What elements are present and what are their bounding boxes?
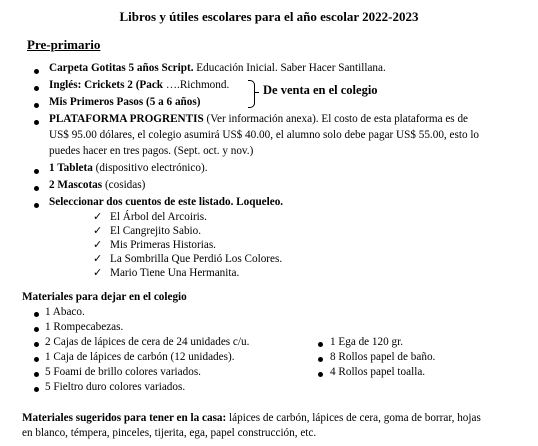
sugeridos-line2: en blanco, témpera, pinceles, tijerita, ega, papel construcción, etc. [22, 427, 317, 439]
bullet [34, 186, 39, 191]
bullet [34, 327, 39, 332]
list-item-ingles: Inglés: Crickets 2 (Pack ….Richmond. [49, 79, 230, 91]
cuento-item: La Sombrilla Que Perdió Los Colores. [110, 253, 283, 265]
brace [248, 80, 255, 108]
list-item-plataforma-line2: US$ 95.00 dólares, el colegio asumirá US$ 40.00, el alumno solo debe pagar US$ 55.00, esto lo [49, 129, 480, 141]
check-icon: ✓ [93, 266, 103, 279]
list-item-mis-primeros-pasos: Mis Primeros Pasos (5 a 6 años) [49, 96, 201, 108]
material-item: 1 Caja de lápices de carbón (12 unidades). [45, 351, 235, 363]
material-item: 8 Rollos papel de baño. [330, 351, 436, 363]
check-icon: ✓ [93, 252, 103, 265]
material-item: 2 Cajas de lápices de cera de 24 unidades c/u. [45, 336, 250, 348]
bullet [318, 372, 323, 377]
bullet [34, 312, 39, 317]
check-icon: ✓ [93, 210, 103, 223]
bullet [318, 357, 323, 362]
brace-note: De venta en el colegio [263, 83, 378, 97]
materiales-heading: Materiales para dejar en el colegio [22, 291, 187, 303]
bullet [34, 387, 39, 392]
material-item: 1 Ega de 120 gr. [330, 336, 404, 348]
list-item-mascotas: 2 Mascotas (cosidas) [49, 179, 146, 191]
cuento-item: El Árbol del Arcoiris. [110, 211, 207, 223]
material-item: 4 Rollos papel toalla. [330, 366, 426, 378]
material-item: 5 Foami de brillo colores variados. [45, 366, 201, 378]
bullet [34, 103, 39, 108]
list-item-plataforma-line3: puedes hacer en tres pagos. (Sept. oct. y nov.) [49, 145, 254, 157]
page-title: Libros y útiles escolares para el año escolar 2022-2023 [119, 9, 419, 24]
bullet [34, 357, 39, 362]
bullet [34, 203, 39, 208]
bullet [34, 372, 39, 377]
cuento-item: Mis Primeras Historias. [110, 239, 216, 251]
list-item-seleccionar: Seleccionar dos cuentos de este listado. Loqueleo. [49, 196, 284, 208]
section-heading: Pre-primario [27, 37, 101, 52]
check-icon: ✓ [93, 238, 103, 251]
bullet [34, 86, 39, 91]
bullet [34, 69, 39, 74]
bullet [34, 120, 39, 125]
cuento-item: Mario Tiene Una Hermanita. [110, 267, 240, 279]
bullet [34, 342, 39, 347]
bullet [34, 169, 39, 174]
material-item: 5 Fieltro duro colores variados. [45, 381, 186, 393]
material-item: 1 Abaco. [45, 306, 85, 318]
brace-tip [254, 92, 259, 93]
bullet [318, 342, 323, 347]
material-item: 1 Rompecabezas. [45, 321, 124, 333]
list-item-carpeta: Carpeta Gotitas 5 años Script. Educación Inicial. Saber Hacer Santillana. [49, 62, 386, 74]
sugeridos-line1: Materiales sugeridos para tener en la casa: lápices de carbón, lápices de cera, goma de borrar, hojas [22, 412, 481, 424]
list-item-plataforma: PLATAFORMA PROGRENTIS (Ver información anexa). El costo de esta plataforma es de [49, 113, 469, 125]
check-icon: ✓ [93, 224, 103, 237]
cuento-item: El Cangrejito Sabio. [110, 225, 202, 237]
list-item-tableta: 1 Tableta (dispositivo electrónico). [49, 162, 208, 174]
